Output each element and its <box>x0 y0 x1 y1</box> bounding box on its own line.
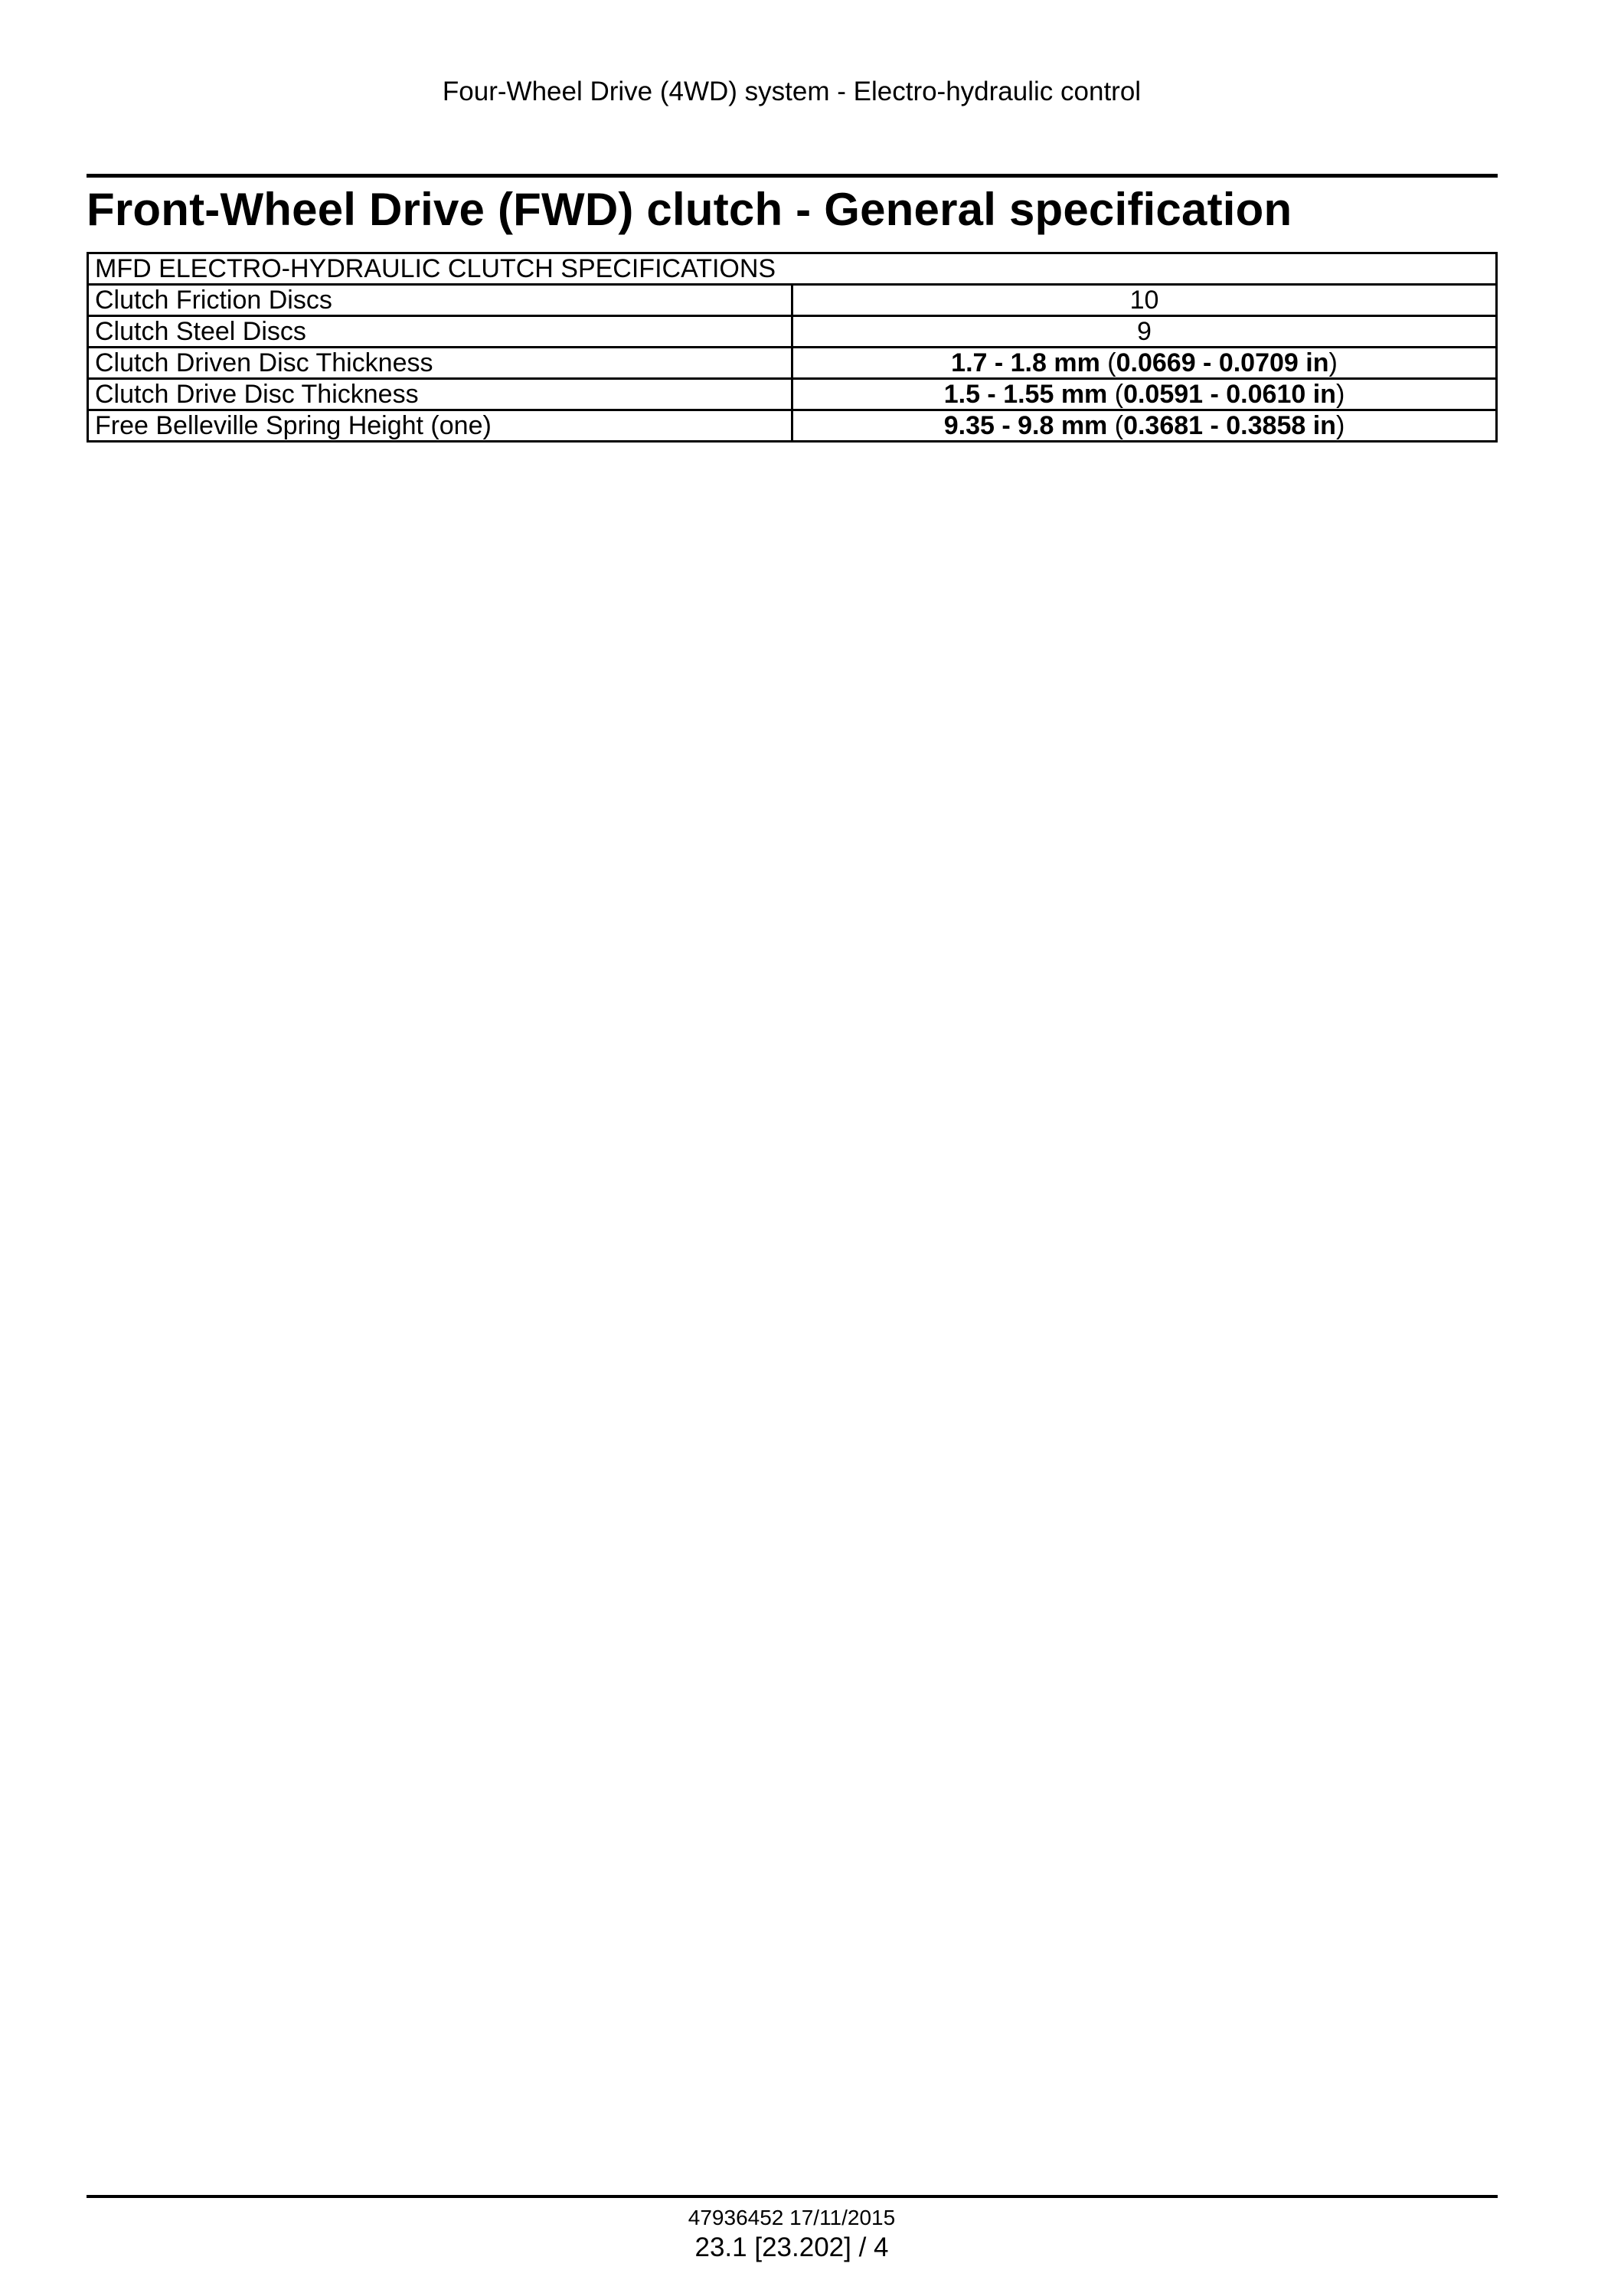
spec-value: 1.5 - 1.55 mm (0.0591 - 0.0610 in) <box>792 379 1497 410</box>
table-heading: MFD ELECTRO-HYDRAULIC CLUTCH SPECIFICATIONS <box>88 253 1497 285</box>
spec-label: Clutch Friction Discs <box>88 285 792 316</box>
footer-page-ref: 23.1 [23.202] / 4 <box>694 2232 889 2262</box>
section-title: Front-Wheel Drive (FWD) clutch - General specification <box>87 184 1292 235</box>
spec-label: Clutch Steel Discs <box>88 316 792 348</box>
table-heading-row <box>88 253 1497 285</box>
spec-value: 9 <box>792 316 1497 348</box>
spec-table <box>87 252 1498 443</box>
spec-value: 1.7 - 1.8 mm (0.0669 - 0.0709 in) <box>792 348 1497 379</box>
spec-value: 10 <box>792 285 1497 316</box>
spec-label: Clutch Drive Disc Thickness <box>88 379 792 410</box>
table-row <box>88 379 1497 410</box>
metric-value: 9.35 - 9.8 mm <box>943 411 1108 440</box>
table-row <box>88 316 1497 348</box>
spec-value: 9.35 - 9.8 mm (0.3681 - 0.3858 in) <box>792 410 1497 442</box>
spec-label: Free Belleville Spring Height (one) <box>88 410 792 442</box>
imperial-value: 0.0591 - 0.0610 in <box>1123 380 1336 409</box>
header-rule <box>87 174 1498 178</box>
imperial-value: 0.0669 - 0.0709 in <box>1116 348 1329 377</box>
spec-label: Clutch Driven Disc Thickness <box>88 348 792 379</box>
running-header: Four-Wheel Drive (4WD) system - Electro-hydraulic control <box>442 77 1142 106</box>
table-row <box>88 285 1497 316</box>
table-row <box>88 410 1497 442</box>
imperial-value: 0.3681 - 0.3858 in <box>1123 411 1336 440</box>
table-row <box>88 348 1497 379</box>
footer-rule <box>87 2195 1498 2198</box>
footer-doc-code: 47936452 17/11/2015 <box>688 2206 896 2229</box>
metric-value: 1.7 - 1.8 mm <box>951 348 1100 377</box>
metric-value: 1.5 - 1.55 mm <box>943 380 1108 409</box>
